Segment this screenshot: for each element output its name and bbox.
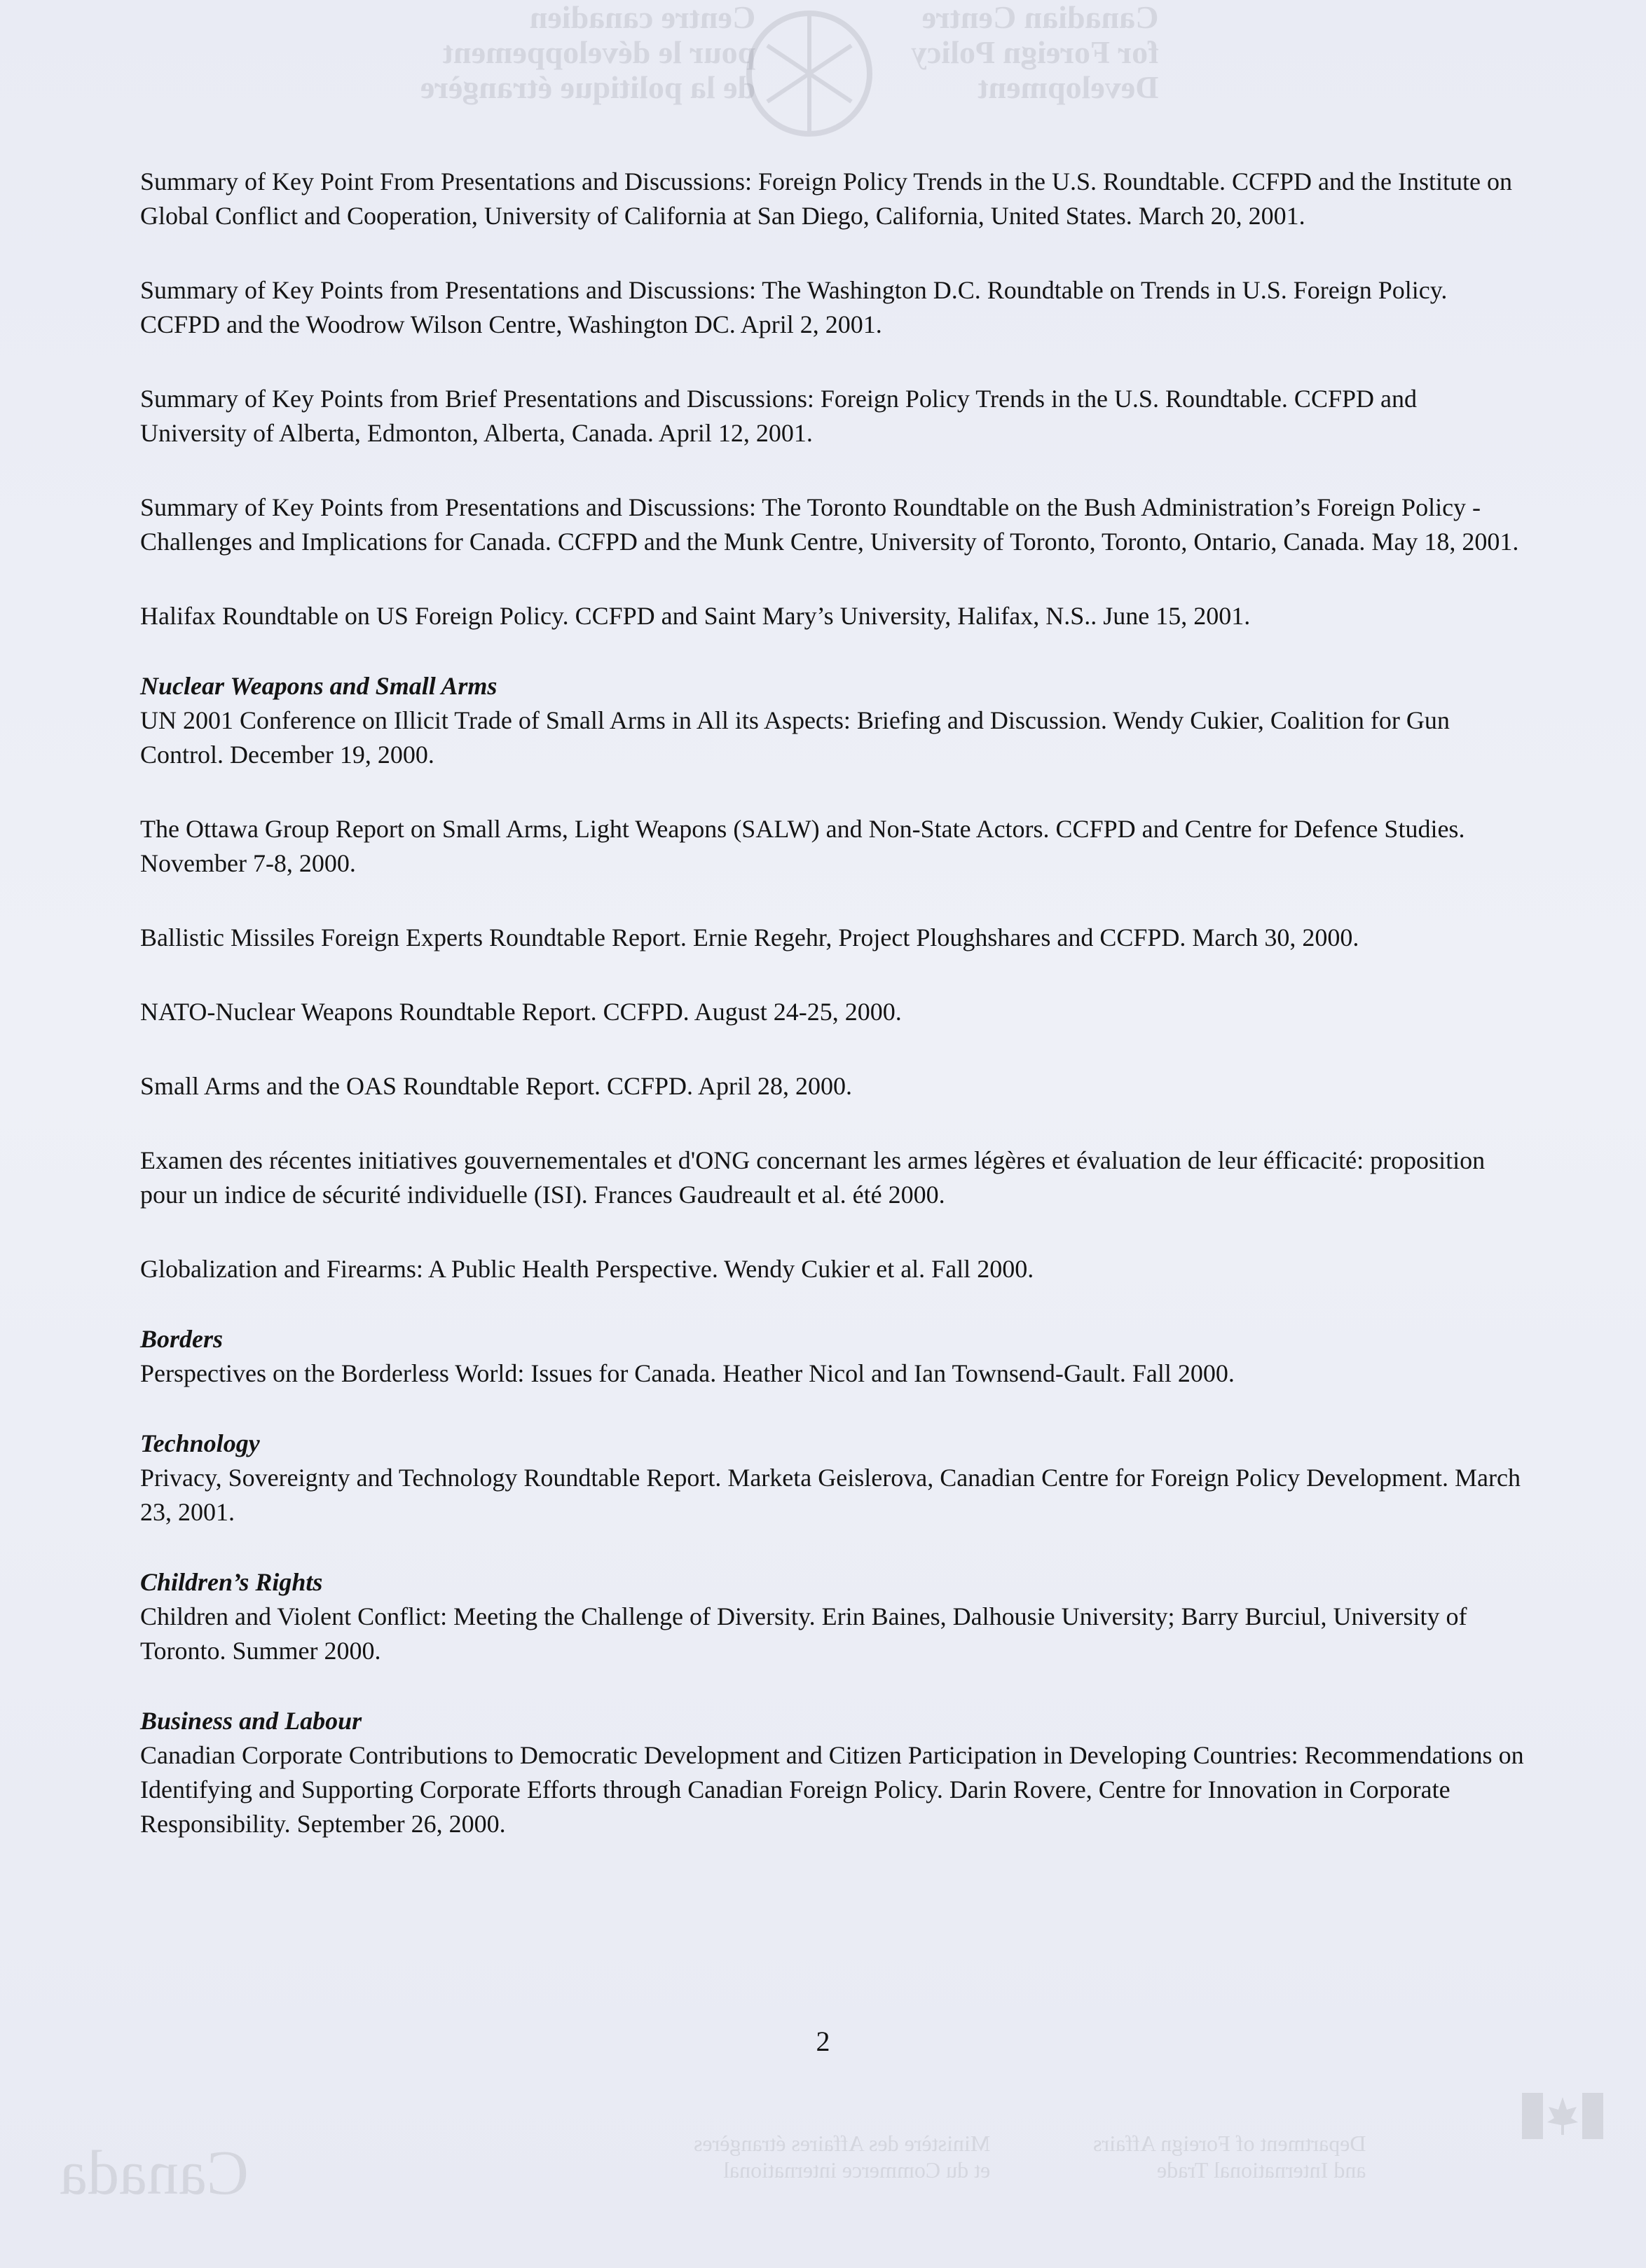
bleed-footer-left-line: et du Commerce international bbox=[723, 2157, 991, 2183]
section-borders bbox=[140, 1322, 1528, 1391]
bleed-logo-right-line: for Foreign Policy bbox=[911, 34, 1159, 70]
bleed-logo-left-line: Centre canadien bbox=[529, 0, 756, 35]
section-technology bbox=[140, 1427, 1528, 1530]
reference-entry: Privacy, Sovereignty and Technology Roundtable Report. Marketa Geislerova, Canadian Centre for Foreign Policy Development. March 23, 2001. bbox=[140, 1464, 1521, 1526]
section-heading: Borders bbox=[140, 1325, 224, 1353]
bleed-footer-right bbox=[1093, 2130, 1366, 2183]
globe-icon bbox=[739, 4, 879, 144]
section-heading: Business and Labour bbox=[140, 1707, 362, 1735]
bleed-footer-right-line: Department of Foreign Affairs bbox=[1093, 2131, 1366, 2156]
reference-entry: Small Arms and the OAS Roundtable Report. CCFPD. April 28, 2000. bbox=[140, 1072, 853, 1100]
reference-entry: Examen des récentes initiatives gouvernementales et d'ONG concernant les armes légères et évaluation de leur éfficacité: proposition pour un indice de sécurité individuelle (ISI). Frances Gaudreault et al. été 2000. bbox=[140, 1146, 1486, 1209]
reference-entry: Ballistic Missiles Foreign Experts Roundtable Report. Ernie Regehr, Project Ploughshares and CCFPD. March 30, 2000. bbox=[140, 923, 1359, 951]
section-business-labour bbox=[140, 1704, 1528, 1841]
page-number: 2 bbox=[816, 2026, 830, 2057]
reference-entry: Globalization and Firearms: A Public Health Perspective. Wendy Cukier et al. Fall 2000. bbox=[140, 1255, 1034, 1283]
reference-entry: NATO-Nuclear Weapons Roundtable Report. CCFPD. August 24-25, 2000. bbox=[140, 998, 902, 1026]
reference-entry: Children and Violent Conflict: Meeting the Challenge of Diversity. Erin Baines, Dalhousie University; Barry Burciul, University of Toronto. Summer 2000. bbox=[140, 1602, 1467, 1665]
reference-entry: Summary of Key Points from Presentations and Discussions: The Toronto Roundtable on the Bush Administration’s Foreign Policy - Challenges and Implications for Canada. CCFPD and the Munk Centre, University of Toronto, Toronto, Ontario, Canada. May 18, 2001. bbox=[140, 493, 1519, 556]
section-nuclear-weapons-small-arms bbox=[140, 669, 1528, 1286]
section-heading: Children’s Rights bbox=[140, 1568, 323, 1596]
section-heading: Nuclear Weapons and Small Arms bbox=[140, 672, 498, 700]
bleed-canada-wordmark: Canada bbox=[60, 2138, 249, 2208]
bleed-globe-icon bbox=[739, 4, 879, 147]
reference-entry: Summary of Key Point From Presentations and Discussions: Foreign Policy Trends in the U.S. Roundtable. CCFPD and the Institute on Global Conflict and Cooperation, University of California at San Diego, California, United States. March 20, 2001. bbox=[140, 167, 1512, 230]
flag-icon bbox=[1521, 2091, 1605, 2140]
bleed-logo-right bbox=[911, 0, 1158, 105]
bleed-logo-left-line: de la politique étrangère bbox=[420, 69, 756, 105]
reference-entry: Canadian Corporate Contributions to Democratic Development and Citizen Participation in Developing Countries: Recommendations on Identifying and Supporting Corporate Efforts through Canadian Foreign Policy. Darin Rovere, Centre for Innovation in Corporate Responsibility. September 26, 2000. bbox=[140, 1741, 1524, 1838]
reference-entry: Halifax Roundtable on US Foreign Policy. CCFPD and Saint Mary’s University, Halifax, N.S.. June 15, 2001. bbox=[140, 602, 1251, 630]
bleed-logo-right-line: Canadian Centre bbox=[921, 0, 1159, 35]
bleed-logo-right-line: Development bbox=[978, 69, 1159, 105]
bleed-footer-left-line: Ministère des Affaires étrangères bbox=[694, 2131, 991, 2156]
bleed-flag-icon bbox=[1521, 2091, 1605, 2144]
bleed-logo-left bbox=[420, 0, 755, 105]
bleed-footer-left bbox=[694, 2130, 990, 2183]
section-heading: Technology bbox=[140, 1429, 260, 1457]
reference-entry: Summary of Key Points from Presentations and Discussions: The Washington D.C. Roundtable on Trends in U.S. Foreign Policy. CCFPD and the Woodrow Wilson Centre, Washington DC. April 2, 2001. bbox=[140, 276, 1448, 338]
bleed-footer-right-line: and International Trade bbox=[1156, 2157, 1366, 2183]
bleed-logo-left-line: pour le développement bbox=[442, 34, 756, 70]
section-childrens-rights bbox=[140, 1565, 1528, 1668]
reference-entry: The Ottawa Group Report on Small Arms, Light Weapons (SALW) and Non-State Actors. CCFPD and Centre for Defence Studies. November 7-8, 2000. bbox=[140, 815, 1465, 877]
reference-entry: Perspectives on the Borderless World: Issues for Canada. Heather Nicol and Ian Townsend-Gault. Fall 2000. bbox=[140, 1359, 1235, 1387]
reference-entry: Summary of Key Points from Brief Presentations and Discussions: Foreign Policy Trends in the U.S. Roundtable. CCFPD and University of Alberta, Edmonton, Alberta, Canada. April 12, 2001. bbox=[140, 385, 1417, 447]
document-body bbox=[140, 165, 1528, 1881]
reference-entry: UN 2001 Conference on Illicit Trade of Small Arms in All its Aspects: Briefing and Discussion. Wendy Cukier, Coalition for Gun Control. December 19, 2000. bbox=[140, 706, 1450, 769]
